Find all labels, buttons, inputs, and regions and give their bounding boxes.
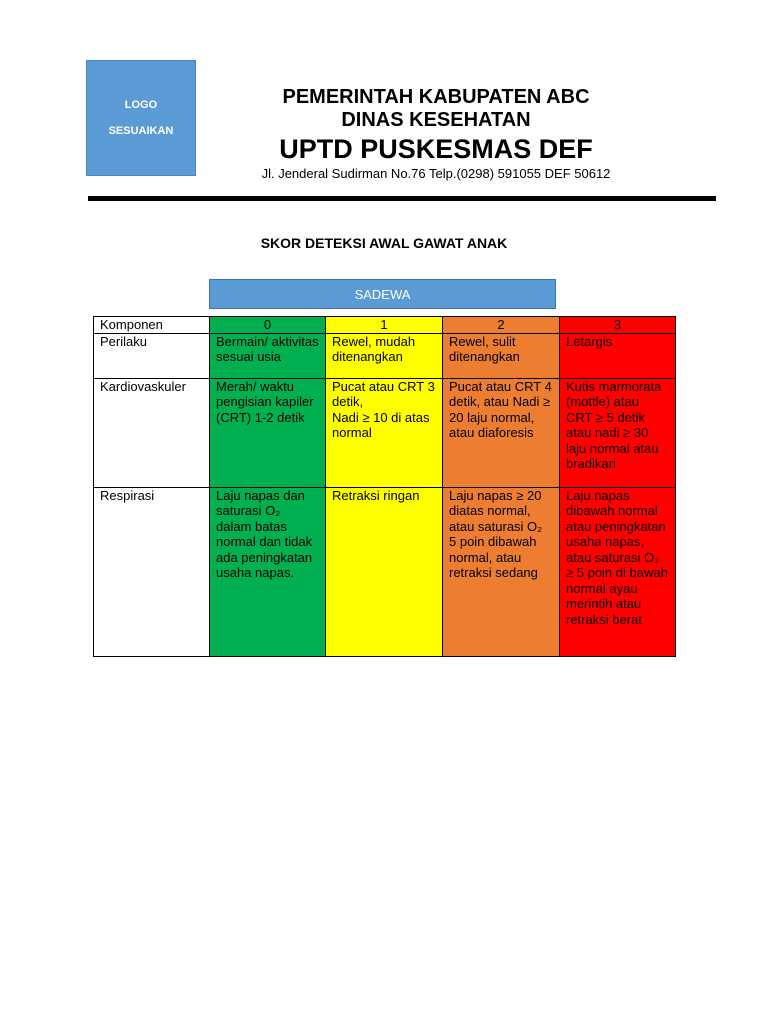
table-header-row xyxy=(94,317,676,334)
logo-line-2: SESUAIKAN xyxy=(108,125,174,137)
letterhead-divider xyxy=(88,196,716,201)
letterhead xyxy=(200,86,672,182)
header-komponen: Komponen xyxy=(94,317,210,334)
row-label-respirasi: Respirasi xyxy=(94,487,210,656)
header-level-1: 1 xyxy=(326,317,443,334)
table-row xyxy=(94,487,676,656)
cell-perilaku-1: Rewel, mudah ditenangkan xyxy=(326,333,443,378)
cell-kardio-3: Kutis marmorata (mottle) atau CRT ≥ 5 detik atau nadi ≥ 30 laju normal atau bradikari xyxy=(560,378,676,487)
cell-perilaku-3: Letargis xyxy=(560,333,676,378)
document-title: SKOR DETEKSI AWAL GAWAT ANAK xyxy=(260,235,508,251)
cell-kardio-2: Pucat atau CRT 4 detik, atau Nadi ≥ 20 laju normal, atau diaforesis xyxy=(443,378,560,487)
header-level-0: 0 xyxy=(210,317,326,334)
row-label-kardiovaskuler: Kardiovaskuler xyxy=(94,378,210,487)
table-row xyxy=(94,333,676,378)
cell-resp-2: Laju napas ≥ 20 diatas normal, atau saturasi O₂ 5 poin dibawah normal, atau retraksi sedang xyxy=(443,487,560,656)
header-level-3: 3 xyxy=(560,317,676,334)
institution-name: UPTD PUSKESMAS DEF xyxy=(279,134,593,164)
government-name: PEMERINTAH KABUPATEN ABC xyxy=(282,86,590,108)
address-line: Jl. Jenderal Sudirman No.76 Telp.(0298) 591055 DEF 50612 xyxy=(261,166,611,181)
cell-resp-1: Retraksi ringan xyxy=(326,487,443,656)
sadewa-banner: SADEWA xyxy=(209,279,556,309)
cell-resp-3: Laju napas dibawah normal atau peningkatan usaha napas, atau saturasi O₂ ≥ 5 poin di bawah normal ayau merintih atau retraksi berat xyxy=(560,487,676,656)
score-table xyxy=(93,316,676,657)
header-level-2: 2 xyxy=(443,317,560,334)
cell-perilaku-2: Rewel, sulit ditenangkan xyxy=(443,333,560,378)
logo-placeholder xyxy=(86,60,196,176)
cell-kardio-1: Pucat atau CRT 3 detik, Nadi ≥ 10 di atas normal xyxy=(326,378,443,487)
row-label-perilaku: Perilaku xyxy=(94,333,210,378)
logo-line-1: LOGO xyxy=(124,99,158,111)
department-name: DINAS KESEHATAN xyxy=(341,109,531,131)
table-row xyxy=(94,378,676,487)
cell-perilaku-0: Bermain/ aktivitas sesuai usia xyxy=(210,333,326,378)
cell-resp-0: Laju napas dan saturasi O₂ dalam batas normal dan tidak ada peningkatan usaha napas. xyxy=(210,487,326,656)
cell-kardio-0: Merah/ waktu pengisian kapiler (CRT) 1-2 detik xyxy=(210,378,326,487)
